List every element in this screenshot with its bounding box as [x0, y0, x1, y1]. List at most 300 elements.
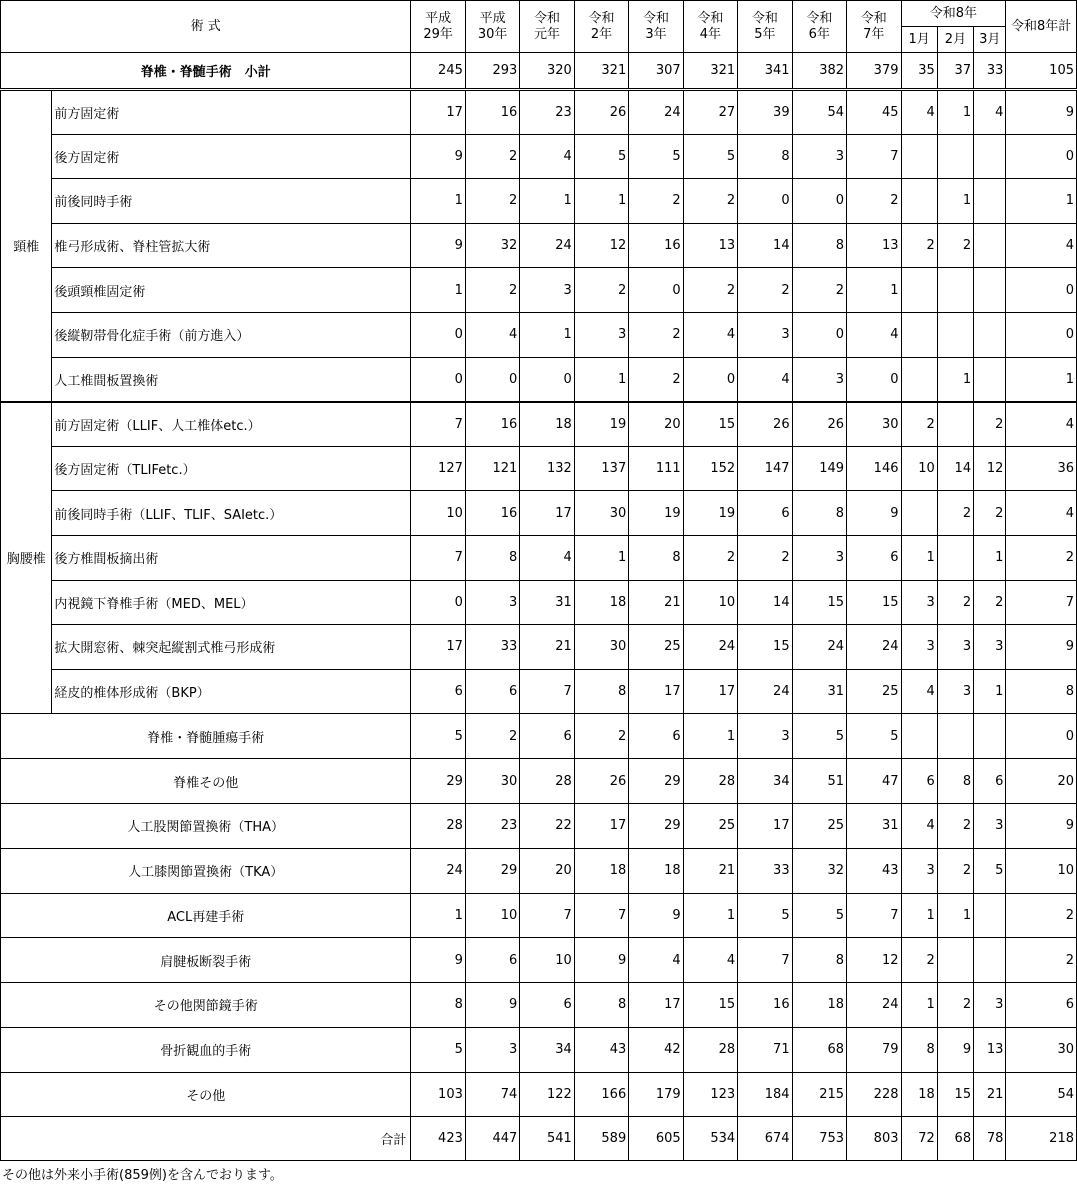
value-cell: 149	[792, 446, 846, 491]
current-year-header: 令和8年	[901, 1, 1006, 27]
value-cell: 8	[629, 535, 683, 580]
value-cell: 2	[683, 535, 737, 580]
row-label: 後方固定術	[52, 134, 411, 179]
table-row	[1, 759, 1077, 804]
value-cell	[974, 893, 1006, 938]
value-cell: 12	[847, 938, 901, 983]
value-cell: 3	[937, 625, 973, 670]
value-cell: 2	[465, 134, 519, 179]
value-cell: 541	[520, 1117, 574, 1161]
value-cell: 0	[1006, 312, 1077, 357]
value-cell: 19	[629, 491, 683, 536]
value-cell	[974, 357, 1006, 402]
value-cell: 2	[937, 983, 973, 1028]
value-cell: 7	[411, 535, 465, 580]
value-cell: 9	[1006, 803, 1077, 848]
value-cell: 10	[411, 491, 465, 536]
value-cell: 2	[1006, 535, 1077, 580]
value-cell: 30	[465, 759, 519, 804]
value-cell	[937, 268, 973, 313]
surgery-header: 術 式	[1, 1, 411, 53]
value-cell: 16	[465, 491, 519, 536]
table-row	[1, 268, 1077, 313]
value-cell: 7	[738, 938, 792, 983]
value-cell: 28	[520, 759, 574, 804]
value-cell: 4	[520, 535, 574, 580]
year-header: 令和 7年	[847, 1, 901, 53]
value-cell	[901, 357, 937, 402]
subtotal-label: 脊椎・脊髄手術 小計	[1, 53, 411, 90]
value-cell: 3	[520, 268, 574, 313]
value-cell: 0	[465, 357, 519, 402]
value-cell: 28	[683, 759, 737, 804]
value-cell: 1	[683, 714, 737, 759]
value-cell: 423	[411, 1117, 465, 1161]
row-label: 脊椎その他	[1, 759, 411, 804]
value-cell: 78	[974, 1117, 1006, 1161]
value-cell: 30	[574, 625, 628, 670]
value-cell: 7	[1006, 580, 1077, 625]
value-cell: 18	[520, 402, 574, 447]
row-label: 後縦靭帯骨化症手術（前方進入）	[52, 312, 411, 357]
value-cell: 589	[574, 1117, 628, 1161]
value-cell: 35	[901, 53, 937, 90]
value-cell: 19	[683, 491, 737, 536]
value-cell: 4	[738, 357, 792, 402]
value-cell: 24	[411, 848, 465, 893]
value-cell	[901, 491, 937, 536]
value-cell: 4	[629, 938, 683, 983]
value-cell: 2	[738, 268, 792, 313]
value-cell: 320	[520, 53, 574, 90]
value-cell	[937, 714, 973, 759]
value-cell	[901, 714, 937, 759]
value-cell: 15	[683, 402, 737, 447]
value-cell: 42	[629, 1027, 683, 1072]
value-cell: 4	[683, 312, 737, 357]
value-cell: 379	[847, 53, 901, 90]
value-cell: 25	[629, 625, 683, 670]
total-label: 合計	[1, 1117, 411, 1161]
value-cell: 0	[847, 357, 901, 402]
value-cell: 1	[937, 179, 973, 224]
value-cell: 5	[574, 134, 628, 179]
value-cell: 34	[520, 1027, 574, 1072]
value-cell: 17	[411, 625, 465, 670]
value-cell: 5	[974, 848, 1006, 893]
value-cell: 24	[847, 625, 901, 670]
value-cell: 1	[974, 535, 1006, 580]
row-label: その他	[1, 1072, 411, 1117]
row-label: 前後同時手術	[52, 179, 411, 224]
row-label: 椎弓形成術、脊柱管拡大術	[52, 223, 411, 268]
value-cell: 13	[974, 1027, 1006, 1072]
value-cell: 2	[901, 402, 937, 447]
value-cell: 17	[411, 90, 465, 135]
value-cell: 14	[738, 580, 792, 625]
value-cell: 5	[847, 714, 901, 759]
value-cell: 2	[974, 402, 1006, 447]
value-cell: 122	[520, 1072, 574, 1117]
value-cell: 245	[411, 53, 465, 90]
value-cell: 0	[1006, 268, 1077, 313]
value-cell: 321	[574, 53, 628, 90]
value-cell: 36	[1006, 446, 1077, 491]
value-cell: 1	[901, 535, 937, 580]
value-cell: 6	[465, 669, 519, 714]
value-cell: 6	[1006, 983, 1077, 1028]
value-cell: 5	[411, 1027, 465, 1072]
row-label: 前方固定術（LLIF、人工椎体etc.）	[52, 402, 411, 447]
value-cell: 1	[937, 357, 973, 402]
value-cell: 6	[738, 491, 792, 536]
value-cell: 2	[1006, 938, 1077, 983]
value-cell: 307	[629, 53, 683, 90]
table-row	[1, 402, 1077, 447]
value-cell: 14	[937, 446, 973, 491]
value-cell: 147	[738, 446, 792, 491]
value-cell: 51	[792, 759, 846, 804]
value-cell: 6	[465, 938, 519, 983]
value-cell: 179	[629, 1072, 683, 1117]
row-label: 前方固定術	[52, 90, 411, 135]
value-cell: 12	[574, 223, 628, 268]
value-cell: 1	[901, 893, 937, 938]
value-cell: 3	[465, 580, 519, 625]
value-cell: 33	[465, 625, 519, 670]
value-cell: 9	[629, 893, 683, 938]
value-cell: 18	[574, 580, 628, 625]
value-cell: 5	[792, 714, 846, 759]
value-cell: 137	[574, 446, 628, 491]
value-cell: 8	[792, 223, 846, 268]
value-cell: 5	[738, 893, 792, 938]
value-cell: 8	[792, 938, 846, 983]
header-row-1	[1, 1, 1077, 27]
value-cell: 20	[1006, 759, 1077, 804]
value-cell: 2	[937, 223, 973, 268]
value-cell: 121	[465, 446, 519, 491]
value-cell: 1	[411, 179, 465, 224]
value-cell: 68	[937, 1117, 973, 1161]
value-cell: 25	[847, 669, 901, 714]
value-cell: 4	[901, 669, 937, 714]
value-cell: 0	[411, 312, 465, 357]
value-cell: 0	[1006, 714, 1077, 759]
value-cell: 29	[629, 759, 683, 804]
value-cell	[937, 134, 973, 179]
row-label: 骨折観血的手術	[1, 1027, 411, 1072]
value-cell: 0	[520, 357, 574, 402]
value-cell: 1	[520, 312, 574, 357]
value-cell: 15	[683, 983, 737, 1028]
value-cell: 132	[520, 446, 574, 491]
value-cell	[974, 714, 1006, 759]
value-cell: 26	[792, 402, 846, 447]
value-cell: 3	[901, 625, 937, 670]
value-cell: 30	[574, 491, 628, 536]
value-cell: 8	[792, 491, 846, 536]
value-cell: 43	[847, 848, 901, 893]
value-cell: 8	[738, 134, 792, 179]
value-cell: 127	[411, 446, 465, 491]
value-cell: 166	[574, 1072, 628, 1117]
value-cell: 4	[465, 312, 519, 357]
value-cell: 24	[629, 90, 683, 135]
value-cell: 6	[520, 714, 574, 759]
value-cell: 3	[738, 312, 792, 357]
value-cell	[974, 268, 1006, 313]
value-cell: 9	[465, 983, 519, 1028]
value-cell: 4	[901, 803, 937, 848]
month-header: 3月	[974, 27, 1006, 53]
table-row	[1, 134, 1077, 179]
value-cell: 0	[411, 357, 465, 402]
value-cell: 13	[847, 223, 901, 268]
value-cell: 321	[683, 53, 737, 90]
value-cell: 21	[683, 848, 737, 893]
value-cell: 447	[465, 1117, 519, 1161]
value-cell	[974, 223, 1006, 268]
value-cell: 21	[974, 1072, 1006, 1117]
value-cell: 1	[1006, 357, 1077, 402]
value-cell: 26	[574, 90, 628, 135]
value-cell: 3	[792, 535, 846, 580]
value-cell: 7	[574, 893, 628, 938]
table-row	[1, 90, 1077, 135]
value-cell: 1	[574, 357, 628, 402]
table-row	[1, 893, 1077, 938]
value-cell: 218	[1006, 1117, 1077, 1161]
value-cell: 3	[974, 625, 1006, 670]
row-label: 人工椎間板置換術	[52, 357, 411, 402]
year-header: 令和 元年	[520, 1, 574, 53]
value-cell: 71	[738, 1027, 792, 1072]
table-row	[1, 357, 1077, 402]
value-cell: 7	[411, 402, 465, 447]
value-cell	[937, 535, 973, 580]
value-cell: 4	[1006, 402, 1077, 447]
row-label: 人工膝関節置換術（TKA）	[1, 848, 411, 893]
year-header: 令和 5年	[738, 1, 792, 53]
month-header: 2月	[937, 27, 973, 53]
value-cell	[937, 938, 973, 983]
table-row	[1, 446, 1077, 491]
value-cell: 18	[574, 848, 628, 893]
value-cell: 34	[738, 759, 792, 804]
value-cell: 15	[792, 580, 846, 625]
value-cell: 1	[1006, 179, 1077, 224]
value-cell: 14	[738, 223, 792, 268]
value-cell: 8	[574, 983, 628, 1028]
value-cell: 20	[520, 848, 574, 893]
value-cell: 146	[847, 446, 901, 491]
value-cell: 9	[411, 134, 465, 179]
value-cell: 9	[1006, 625, 1077, 670]
row-label: 後方固定術（TLIFetc.）	[52, 446, 411, 491]
value-cell: 6	[974, 759, 1006, 804]
value-cell: 32	[465, 223, 519, 268]
value-cell: 17	[738, 803, 792, 848]
value-cell	[901, 134, 937, 179]
value-cell: 2	[465, 179, 519, 224]
value-cell: 0	[411, 580, 465, 625]
year-header: 令和 4年	[683, 1, 737, 53]
value-cell: 1	[937, 90, 973, 135]
footnote: その他は外来小手術(859例)を含んでおります。	[2, 1168, 283, 1183]
row-label: その他関節鏡手術	[1, 983, 411, 1028]
row-label: 人工股関節置換術（THA）	[1, 803, 411, 848]
table-row	[1, 491, 1077, 536]
value-cell	[937, 312, 973, 357]
value-cell: 1	[974, 669, 1006, 714]
row-label: 拡大開窓術、棘突起縦割式椎弓形成術	[52, 625, 411, 670]
value-cell: 215	[792, 1072, 846, 1117]
row-label: 脊椎・脊髄腫瘍手術	[1, 714, 411, 759]
value-cell: 228	[847, 1072, 901, 1117]
value-cell: 8	[574, 669, 628, 714]
value-cell: 16	[629, 223, 683, 268]
value-cell: 1	[411, 893, 465, 938]
value-cell: 341	[738, 53, 792, 90]
value-cell: 30	[847, 402, 901, 447]
value-cell: 3	[738, 714, 792, 759]
value-cell: 3	[937, 669, 973, 714]
value-cell: 31	[847, 803, 901, 848]
value-cell: 152	[683, 446, 737, 491]
table-row	[1, 223, 1077, 268]
value-cell: 10	[465, 893, 519, 938]
value-cell: 2	[683, 268, 737, 313]
value-cell: 8	[937, 759, 973, 804]
month-header: 1月	[901, 27, 937, 53]
value-cell: 24	[738, 669, 792, 714]
value-cell: 31	[520, 580, 574, 625]
value-cell: 5	[629, 134, 683, 179]
value-cell: 1	[411, 268, 465, 313]
value-cell: 5	[792, 893, 846, 938]
table-row	[1, 848, 1077, 893]
table-row	[1, 1027, 1077, 1072]
value-cell: 2	[937, 803, 973, 848]
value-cell: 47	[847, 759, 901, 804]
value-cell: 8	[411, 983, 465, 1028]
value-cell: 1	[901, 983, 937, 1028]
value-cell: 17	[629, 669, 683, 714]
value-cell	[901, 312, 937, 357]
value-cell: 7	[520, 893, 574, 938]
value-cell: 15	[847, 580, 901, 625]
subtotal-row	[1, 53, 1077, 90]
value-cell: 4	[520, 134, 574, 179]
value-cell: 2	[937, 580, 973, 625]
value-cell: 10	[1006, 848, 1077, 893]
value-cell: 28	[683, 1027, 737, 1072]
table-row	[1, 983, 1077, 1028]
year-header: 平成 30年	[465, 1, 519, 53]
value-cell: 17	[520, 491, 574, 536]
value-cell: 26	[738, 402, 792, 447]
value-cell: 13	[683, 223, 737, 268]
value-cell: 24	[683, 625, 737, 670]
value-cell: 4	[1006, 491, 1077, 536]
value-cell: 33	[738, 848, 792, 893]
value-cell: 0	[738, 179, 792, 224]
value-cell: 2	[1006, 893, 1077, 938]
value-cell: 17	[629, 983, 683, 1028]
value-cell: 16	[465, 90, 519, 135]
value-cell: 0	[1006, 134, 1077, 179]
value-cell: 1	[847, 268, 901, 313]
value-cell: 103	[411, 1072, 465, 1117]
value-cell: 16	[465, 402, 519, 447]
value-cell: 12	[974, 446, 1006, 491]
value-cell: 37	[937, 53, 973, 90]
value-cell: 4	[901, 90, 937, 135]
value-cell: 29	[411, 759, 465, 804]
value-cell: 9	[411, 938, 465, 983]
value-cell: 45	[847, 90, 901, 135]
value-cell: 6	[901, 759, 937, 804]
value-cell: 3	[792, 357, 846, 402]
value-cell: 2	[574, 268, 628, 313]
value-cell	[901, 268, 937, 313]
value-cell: 0	[683, 357, 737, 402]
value-cell: 22	[520, 803, 574, 848]
value-cell: 123	[683, 1072, 737, 1117]
value-cell: 20	[629, 402, 683, 447]
value-cell: 0	[792, 312, 846, 357]
value-cell: 293	[465, 53, 519, 90]
value-cell: 4	[847, 312, 901, 357]
value-cell: 32	[792, 848, 846, 893]
year-header: 令和 3年	[629, 1, 683, 53]
value-cell: 18	[629, 848, 683, 893]
value-cell: 30	[1006, 1027, 1077, 1072]
value-cell: 674	[738, 1117, 792, 1161]
value-cell: 39	[738, 90, 792, 135]
value-cell: 28	[411, 803, 465, 848]
value-cell: 2	[901, 938, 937, 983]
value-cell: 25	[792, 803, 846, 848]
group-label: 頸椎	[1, 90, 52, 402]
row-label: 経皮的椎体形成術（BKP）	[52, 669, 411, 714]
value-cell: 27	[683, 90, 737, 135]
value-cell: 10	[901, 446, 937, 491]
value-cell: 382	[792, 53, 846, 90]
value-cell: 9	[1006, 90, 1077, 135]
value-cell: 1	[574, 179, 628, 224]
value-cell: 7	[847, 134, 901, 179]
value-cell: 105	[1006, 53, 1077, 90]
table-row	[1, 938, 1077, 983]
value-cell: 9	[574, 938, 628, 983]
value-cell: 54	[792, 90, 846, 135]
value-cell: 5	[683, 134, 737, 179]
value-cell: 21	[520, 625, 574, 670]
value-cell: 43	[574, 1027, 628, 1072]
row-label: 内視鏡下脊椎手術（MED、MEL）	[52, 580, 411, 625]
value-cell: 2	[847, 179, 901, 224]
value-cell: 4	[974, 90, 1006, 135]
value-cell: 8	[901, 1027, 937, 1072]
value-cell: 3	[465, 1027, 519, 1072]
value-cell: 534	[683, 1117, 737, 1161]
table-row	[1, 580, 1077, 625]
value-cell: 2	[974, 491, 1006, 536]
value-cell: 3	[901, 580, 937, 625]
value-cell: 15	[738, 625, 792, 670]
